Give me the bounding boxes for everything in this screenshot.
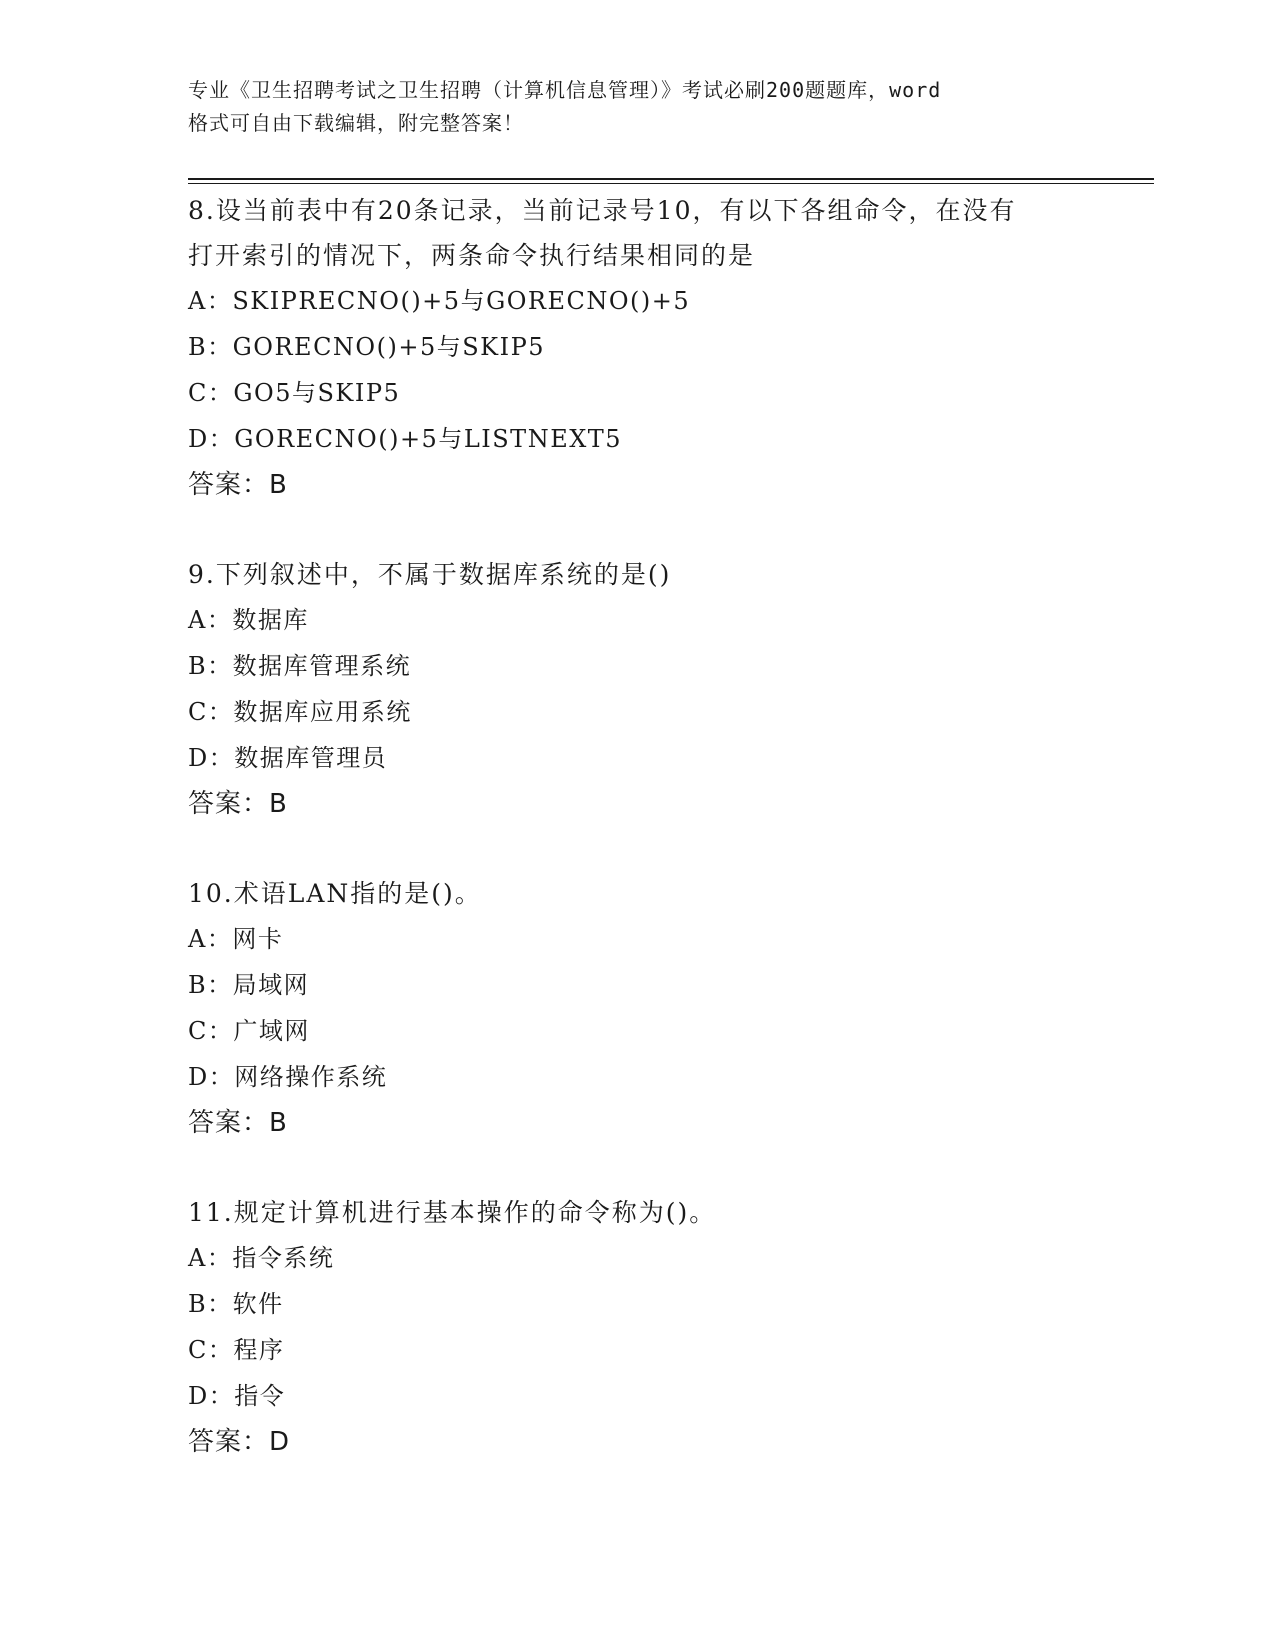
option-b: B：局域网 bbox=[188, 971, 310, 999]
question-stem: 10.术语LAN指的是()。 bbox=[188, 879, 482, 908]
answer: 答案：B bbox=[188, 1108, 288, 1138]
option-a: A：数据库 bbox=[188, 606, 309, 634]
option-d: D：数据库管理员 bbox=[188, 744, 388, 772]
question-stem: 9.下列叙述中，不属于数据库系统的是() bbox=[188, 560, 672, 589]
question-8 bbox=[188, 188, 1108, 508]
header-line-2: 格式可自由下载编辑，附完整答案！ bbox=[188, 111, 524, 135]
answer: 答案：B bbox=[188, 789, 288, 819]
option-c: C：广域网 bbox=[188, 1017, 310, 1045]
spacer bbox=[188, 508, 1108, 552]
document-header bbox=[188, 74, 1088, 140]
question-stem: 11.规定计算机进行基本操作的命令称为()。 bbox=[188, 1198, 717, 1227]
option-d: D：GORECNO()+5与LISTNEXT5 bbox=[188, 425, 623, 453]
question-list bbox=[188, 188, 1108, 1465]
option-d: D：网络操作系统 bbox=[188, 1063, 388, 1091]
option-a: A：SKIPRECNO()+5与GORECNO()+5 bbox=[188, 287, 691, 315]
spacer bbox=[188, 1146, 1108, 1190]
option-d: D：指令 bbox=[188, 1382, 286, 1410]
question-stem: 8.设当前表中有20条记录，当前记录号10，有以下各组命令，在没有 bbox=[188, 196, 1017, 225]
option-c: C：数据库应用系统 bbox=[188, 698, 412, 726]
option-a: A：网卡 bbox=[188, 925, 284, 953]
option-c: C：GO5与SKIP5 bbox=[188, 379, 401, 407]
header-divider bbox=[188, 178, 1154, 184]
spacer bbox=[188, 827, 1108, 871]
question-9 bbox=[188, 552, 1108, 827]
question-10 bbox=[188, 871, 1108, 1146]
question-11 bbox=[188, 1190, 1108, 1465]
answer: 答案：B bbox=[188, 470, 288, 500]
answer: 答案：D bbox=[188, 1427, 291, 1457]
header-line-1: 专业《卫生招聘考试之卫生招聘（计算机信息管理）》考试必刷200题题库，word bbox=[188, 78, 942, 102]
option-b: B：GORECNO()+5与SKIP5 bbox=[188, 333, 545, 361]
option-b: B：数据库管理系统 bbox=[188, 652, 412, 680]
question-stem-continued: 打开索引的情况下，两条命令执行结果相同的是 bbox=[188, 241, 756, 270]
option-a: A：指令系统 bbox=[188, 1244, 335, 1272]
option-c: C：程序 bbox=[188, 1336, 285, 1364]
option-b: B：软件 bbox=[188, 1290, 284, 1318]
